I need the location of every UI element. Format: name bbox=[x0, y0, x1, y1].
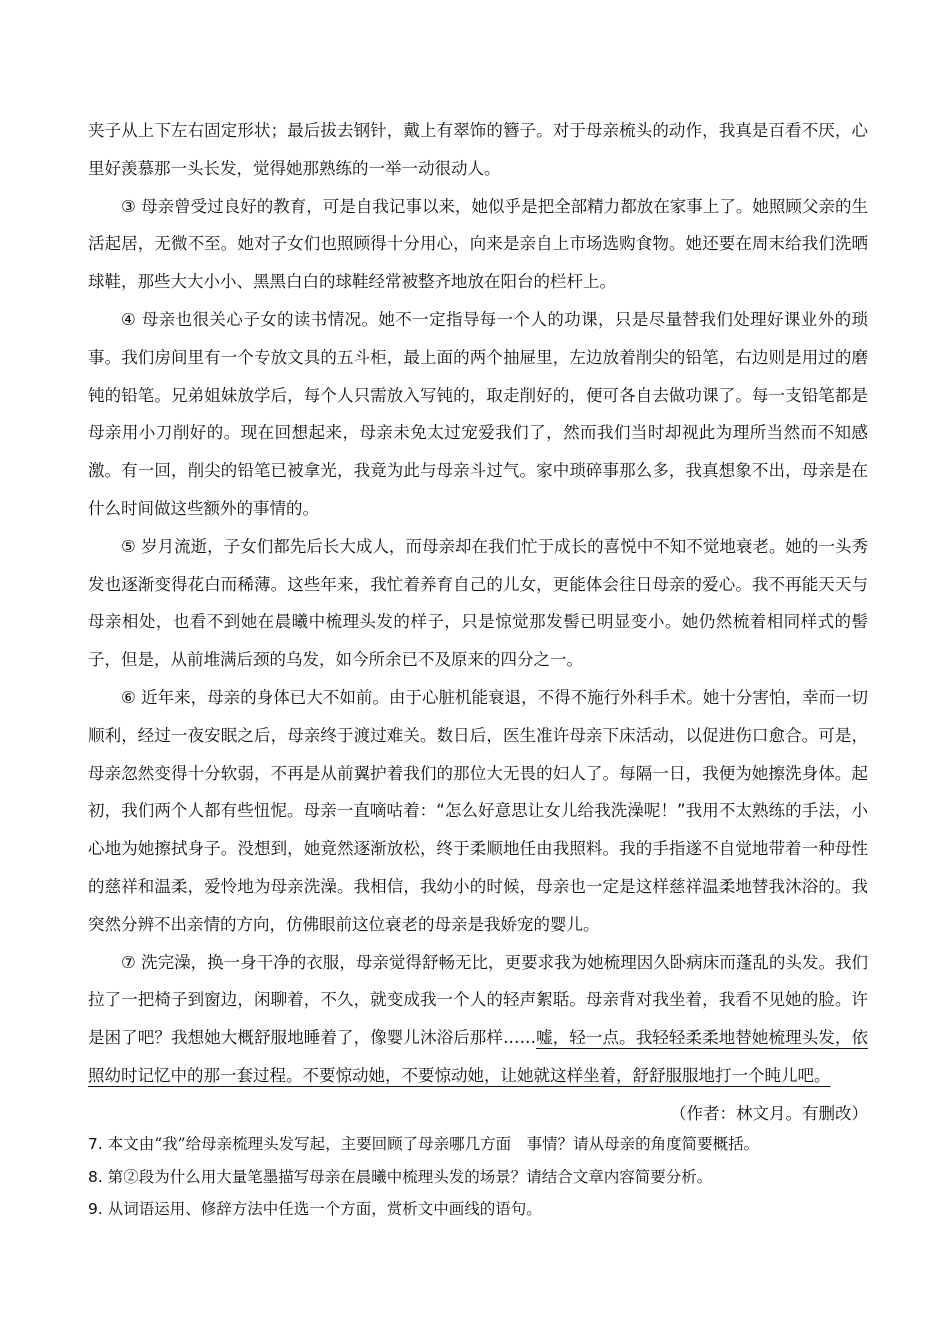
question-number: 8. bbox=[88, 1167, 103, 1186]
paragraph-6: ⑥ 近年来，母亲的身体已大不如前。由于心脏机能衰退，不得不施行外科手术。她十分害怕，幸而一切顺利，经过一夜安眠之后，母亲终于渡过难关。数日后，医生准许母亲下床活动，以促进伤口愈合。可是，母亲忽然变得十分软弱，不再是从前翼护着我们的那位大无畏的妇人了。每隔一日，我便为她擦洗身体。起初，我们两个人都有些忸怩。母亲一直嘀咕着：“怎么好意思让女儿给我洗澡呢！”我用不太熟练的手法，小心地为她擦拭身子。没想到，她竟然逐渐放松，终于柔顺地任由我照料。我的手指遂不自觉地带着一种母性的慈祥和温柔，爱怜地为母亲洗澡。我相信，我幼小的时候，母亲也一定是这样慈祥温柔地替我沐浴的。我突然分辨不出亲情的方向，仿佛眼前这位衰老的母亲是我娇宠的婴儿。 bbox=[88, 687, 868, 934]
underlined-sentence: 嘘，轻一点。我轻轻柔柔地替她梳理头发，依照幼时记忆中的那一套过程。不要惊动她，不要惊动她，让她就这样坐着，舒舒服服地打一个盹儿吧。 bbox=[88, 1028, 869, 1085]
paragraph-3: ③ 母亲曾受过良好的教育，可是自我记事以来，她似乎是把全部精力都放在家事上了。她照顾父亲的生活起居，无微不至。她对子女们也照顾得十分用心，向来是亲自上市场选购食物。她还要在周末给我们洗晒球鞋，那些大大小小、黑黑白白的球鞋经常被整齐地放在阳台的栏杆上。 bbox=[88, 196, 868, 292]
paragraph-4: ④ 母亲也很关心子女的读书情况。她不一定指导每一个人的功课，只是尽量替我们处理好课业外的琐事。我们房间里有一个专放文具的五斗柜，最上面的两个抽屉里，左边放着削尖的铅笔，右边则是用过的磨钝的铅笔。兄弟姐妹放学后，每个人只需放入写钝的，取走削好的，便可各自去做功课了。每一支铅笔都是母亲用小刀削好的。现在回想起来，母亲未免太过宠爱我们了，然而我们当时却视此为理所当然而不知感激。有一回，削尖的铅笔已被拿光，我竟为此与母亲斗过气。家中琐碎事那么多，我真想象不出，母亲是在什么时间做这些额外的事情的。 bbox=[88, 309, 868, 518]
question-text: 本文由“我”给母亲梳理头发写起，主要回顾了母亲哪几方面 事情？请从母亲的角度简要概括。 bbox=[102, 1135, 760, 1153]
question-number: 7. bbox=[88, 1135, 103, 1153]
question-text: 第②段为什么用大量笔墨描写母亲在晨曦中梳理头发的场景？请结合文章内容简要分析。 bbox=[102, 1167, 713, 1186]
author-credit: （作者：林文月。有删改） bbox=[670, 1103, 868, 1123]
paragraph-7 bbox=[88, 944, 868, 1095]
question-number: 9. bbox=[88, 1200, 103, 1218]
reading-passage bbox=[88, 112, 868, 1133]
question-text: 从词语运用、修辞方法中任选一个方面，赏析文中画线的语句。 bbox=[102, 1200, 542, 1218]
paragraph-5: ⑤ 岁月流逝，子女们都先后长大成人，而母亲却在我们忙于成长的喜悦中不知不觉地衰老。她的一头秀发也逐渐变得花白而稀薄。这些年来，我忙着养育自己的儿女，更能体会往日母亲的爱心。我不再能天天与母亲相处，也看不到她在晨曦中梳理头发的样子，只是惊觉那发髻已明显变小。她仍然梳着相同样式的髻子，但是，从前堆满后颈的乌发，如今所余已不及原来的四分之一。 bbox=[88, 536, 868, 670]
question-list bbox=[88, 1128, 878, 1226]
paragraph-2-continued: 夹子从上下左右固定形状；最后拔去钢针，戴上有翠饰的簪子。对于母亲梳头的动作，我真是百看不厌，心里好羡慕那一头长发，觉得她那熟练的一举一动很动人。 bbox=[88, 121, 868, 178]
paragraph-7-text: ⑦ 洗完澡，换一身干净的衣服，母亲觉得舒畅无比，更要求我为她梳理因久卧病床而蓬乱的头发。我们拉了一把椅子到窗边，闲聊着，不久，就变成我一个人的轻声絮聒。母亲背对我坐着，我看不见她的脸。许是困了吧？我想她大概舒服地睡着了，像婴儿沐浴后那样…… bbox=[88, 952, 868, 1048]
question-9 bbox=[88, 1193, 878, 1226]
question-8 bbox=[88, 1161, 878, 1194]
question-7 bbox=[88, 1128, 878, 1161]
